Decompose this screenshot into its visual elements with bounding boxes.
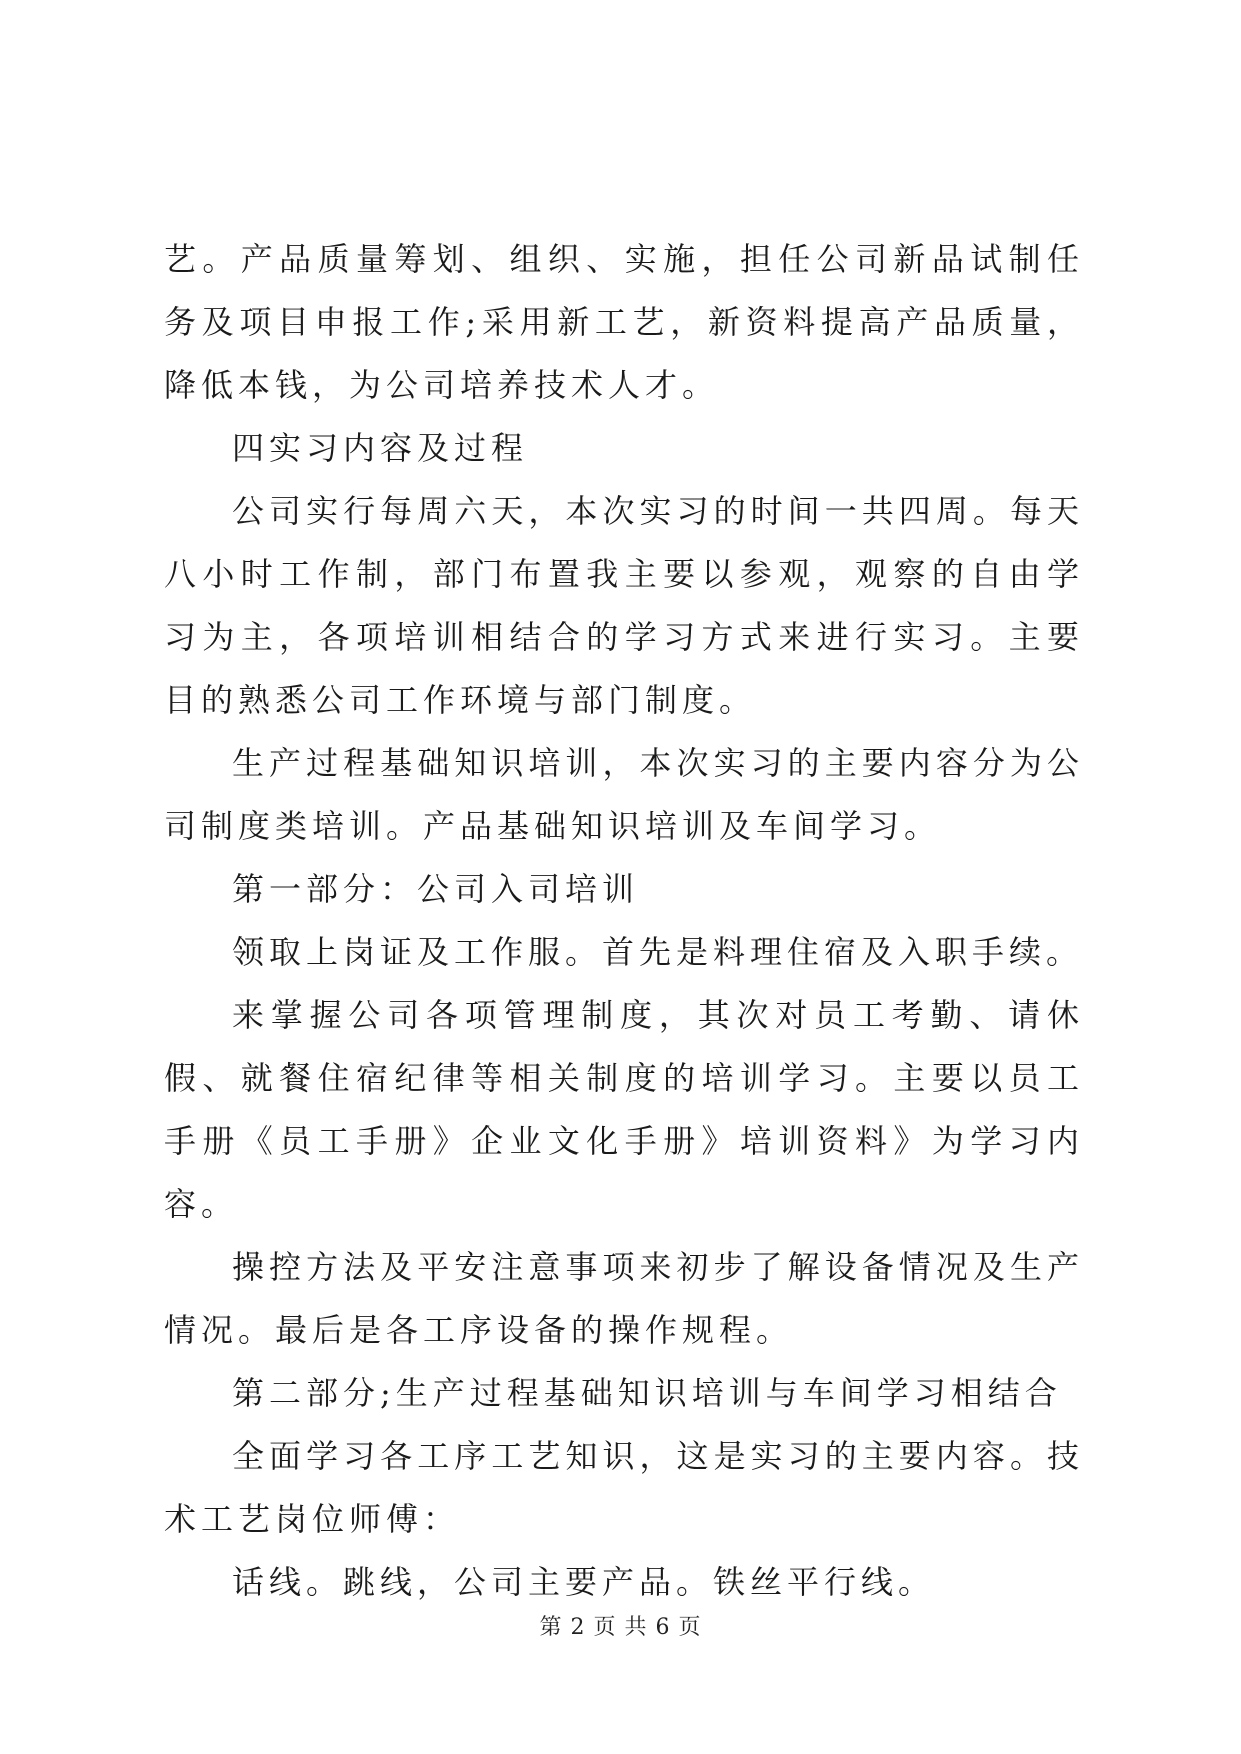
paragraph: 话线。跳线，公司主要产品。铁丝平行线。 bbox=[232, 1563, 936, 1601]
subsection-heading: 第二部分;生产过程基础知识培训与车间学习相结合 bbox=[232, 1374, 1062, 1412]
section-heading: 四实习内容及过程 bbox=[232, 429, 529, 467]
subsection-heading: 第一部分：公司入司培训 bbox=[232, 870, 640, 908]
page-number-footer: 第 2 页 共 6 页 bbox=[539, 1615, 702, 1640]
paragraph: 操控方法及平安注意事项来初步了解设备情况及生产情况。最后是各工序设备的操作规程。 bbox=[164, 1248, 1084, 1349]
document-body bbox=[164, 228, 1084, 1614]
paragraph: 公司实行每周六天，本次实习的时间一共四周。每天八小时工作制，部门布置我主要以参观，观察的自由学习为主，各项培训相结合的学习方式来进行实习。主要目的熟悉公司工作环境与部门制度。 bbox=[164, 492, 1084, 719]
paragraph: 领取上岗证及工作服。首先是料理住宿及入职手续。 bbox=[232, 933, 1084, 971]
paragraph: 来掌握公司各项管理制度，其次对员工考勤、请休假、就餐住宿纪律等相关制度的培训学习。主要以员工手册《员工手册》企业文化手册》培训资料》为学习内容。 bbox=[164, 996, 1084, 1223]
paragraph: 全面学习各工序工艺知识，这是实习的主要内容。技术工艺岗位师傅： bbox=[164, 1437, 1084, 1538]
paragraph: 艺。产品质量筹划、组织、实施，担任公司新品试制任务及项目申报工作;采用新工艺，新资料提高产品质量，降低本钱，为公司培养技术人才。 bbox=[164, 240, 1084, 404]
paragraph: 生产过程基础知识培训，本次实习的主要内容分为公司制度类培训。产品基础知识培训及车间学习。 bbox=[164, 744, 1084, 845]
